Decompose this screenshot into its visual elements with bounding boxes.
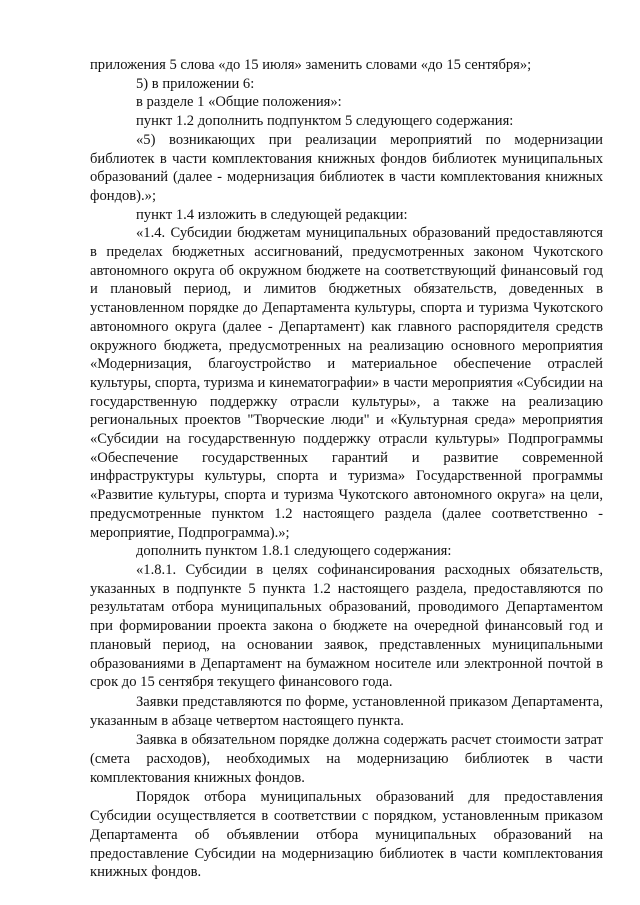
paragraph-point-1-8-1: «1.8.1. Субсидии в целях софинансирования расходных обязательств, указанных в подпункте 5 пункта 1.2 настоящего раздела, предоставляются по результатам отбора муниципальных образований, проводимого Департаментом при формировании проекта закона о бюджете на очередной финансовый год и плановый период, на основании заявок, представленных муниципальными образованиями в Департамент на бумажном носителе или электронной почтой в срок до 15 сентября текущего финансового года.	[90, 561, 603, 691]
paragraph-point-1-2: пункт 1.2 дополнить подпунктом 5 следующего содержания:	[136, 113, 514, 130]
paragraph-application-contents: Заявка в обязательном порядке должна содержать расчет стоимости затрат (смета расходов), необходимых на модернизацию библиотек в части комплектования книжных фондов.	[90, 732, 603, 786]
paragraph-point-1-4-intro: пункт 1.4 изложить в следующей редакции:	[136, 206, 408, 223]
document-body	[90, 56, 603, 882]
paragraph-applications-form: Заявки представляются по форме, установленной приказом Департамента, указанным в абзаце четвертом настоящего пункта.	[90, 693, 603, 729]
paragraph-subpoint-5: «5) возникающих при реализации мероприятий по модернизации библиотек в части комплектования книжных фондов библиотек муниципальных образований (далее - модернизация библиотек в части комплектования книжных фондов).»;	[90, 131, 603, 204]
paragraph-section1: в разделе 1 «Общие положения»:	[136, 94, 342, 111]
paragraph-appendix5-deadline: приложения 5 слова «до 15 июля» заменить словами «до 15 сентября»;	[90, 57, 532, 73]
paragraph-selection-procedure: Порядок отбора муниципальных образований для предоставления Субсидии осуществляется в соответствии с порядком, установленным приказом Департамента об объявлении отбора муниципальных образований на предоставление Субсидии на модернизацию библиотек в части комплектования книжных фондов.	[90, 789, 603, 881]
paragraph-point-1-4: «1.4. Субсидии бюджетам муниципальных образований предоставляются в пределах бюджетных ассигнований, предусмотренных законом Чукотского автономного округа об окружном бюджете на соответствующий финансовый год и плановый период, и лимитов бюджетных обязательств, доведенных в установленном порядке до Департамента культуры, спорта и туризма Чукотского автономного округа (далее - Департамент) как главного распорядителя средств окружного бюджета, предусмотренных на реализацию основного мероприятия «Модернизация, благоустройство и материальное обеспечение отраслей культуры, спорта, туризма и кинематографии» в части мероприятия «Субсидии на государственную поддержку отрасли культуры», а также на реализацию региональных проектов "Творческие люди" и «Культурная среда» мероприятия «Субсидии на государственную поддержку отрасли культуры» Подпрограммы «Обеспечение государственных гарантий и развитие современной инфраструктуры культуры, спорта и туризма» Государственной программы «Развитие культуры, спорта и туризма Чукотского автономного округа» на цели, предусмотренные пунктом 1.2 настоящего раздела (далее соответственно - мероприятие, Подпрограмма).»;	[90, 225, 603, 541]
paragraph-point-1-8-1-intro: дополнить пунктом 1.8.1 следующего содержания:	[136, 543, 452, 560]
paragraph-appendix6: 5) в приложении 6:	[136, 75, 255, 92]
